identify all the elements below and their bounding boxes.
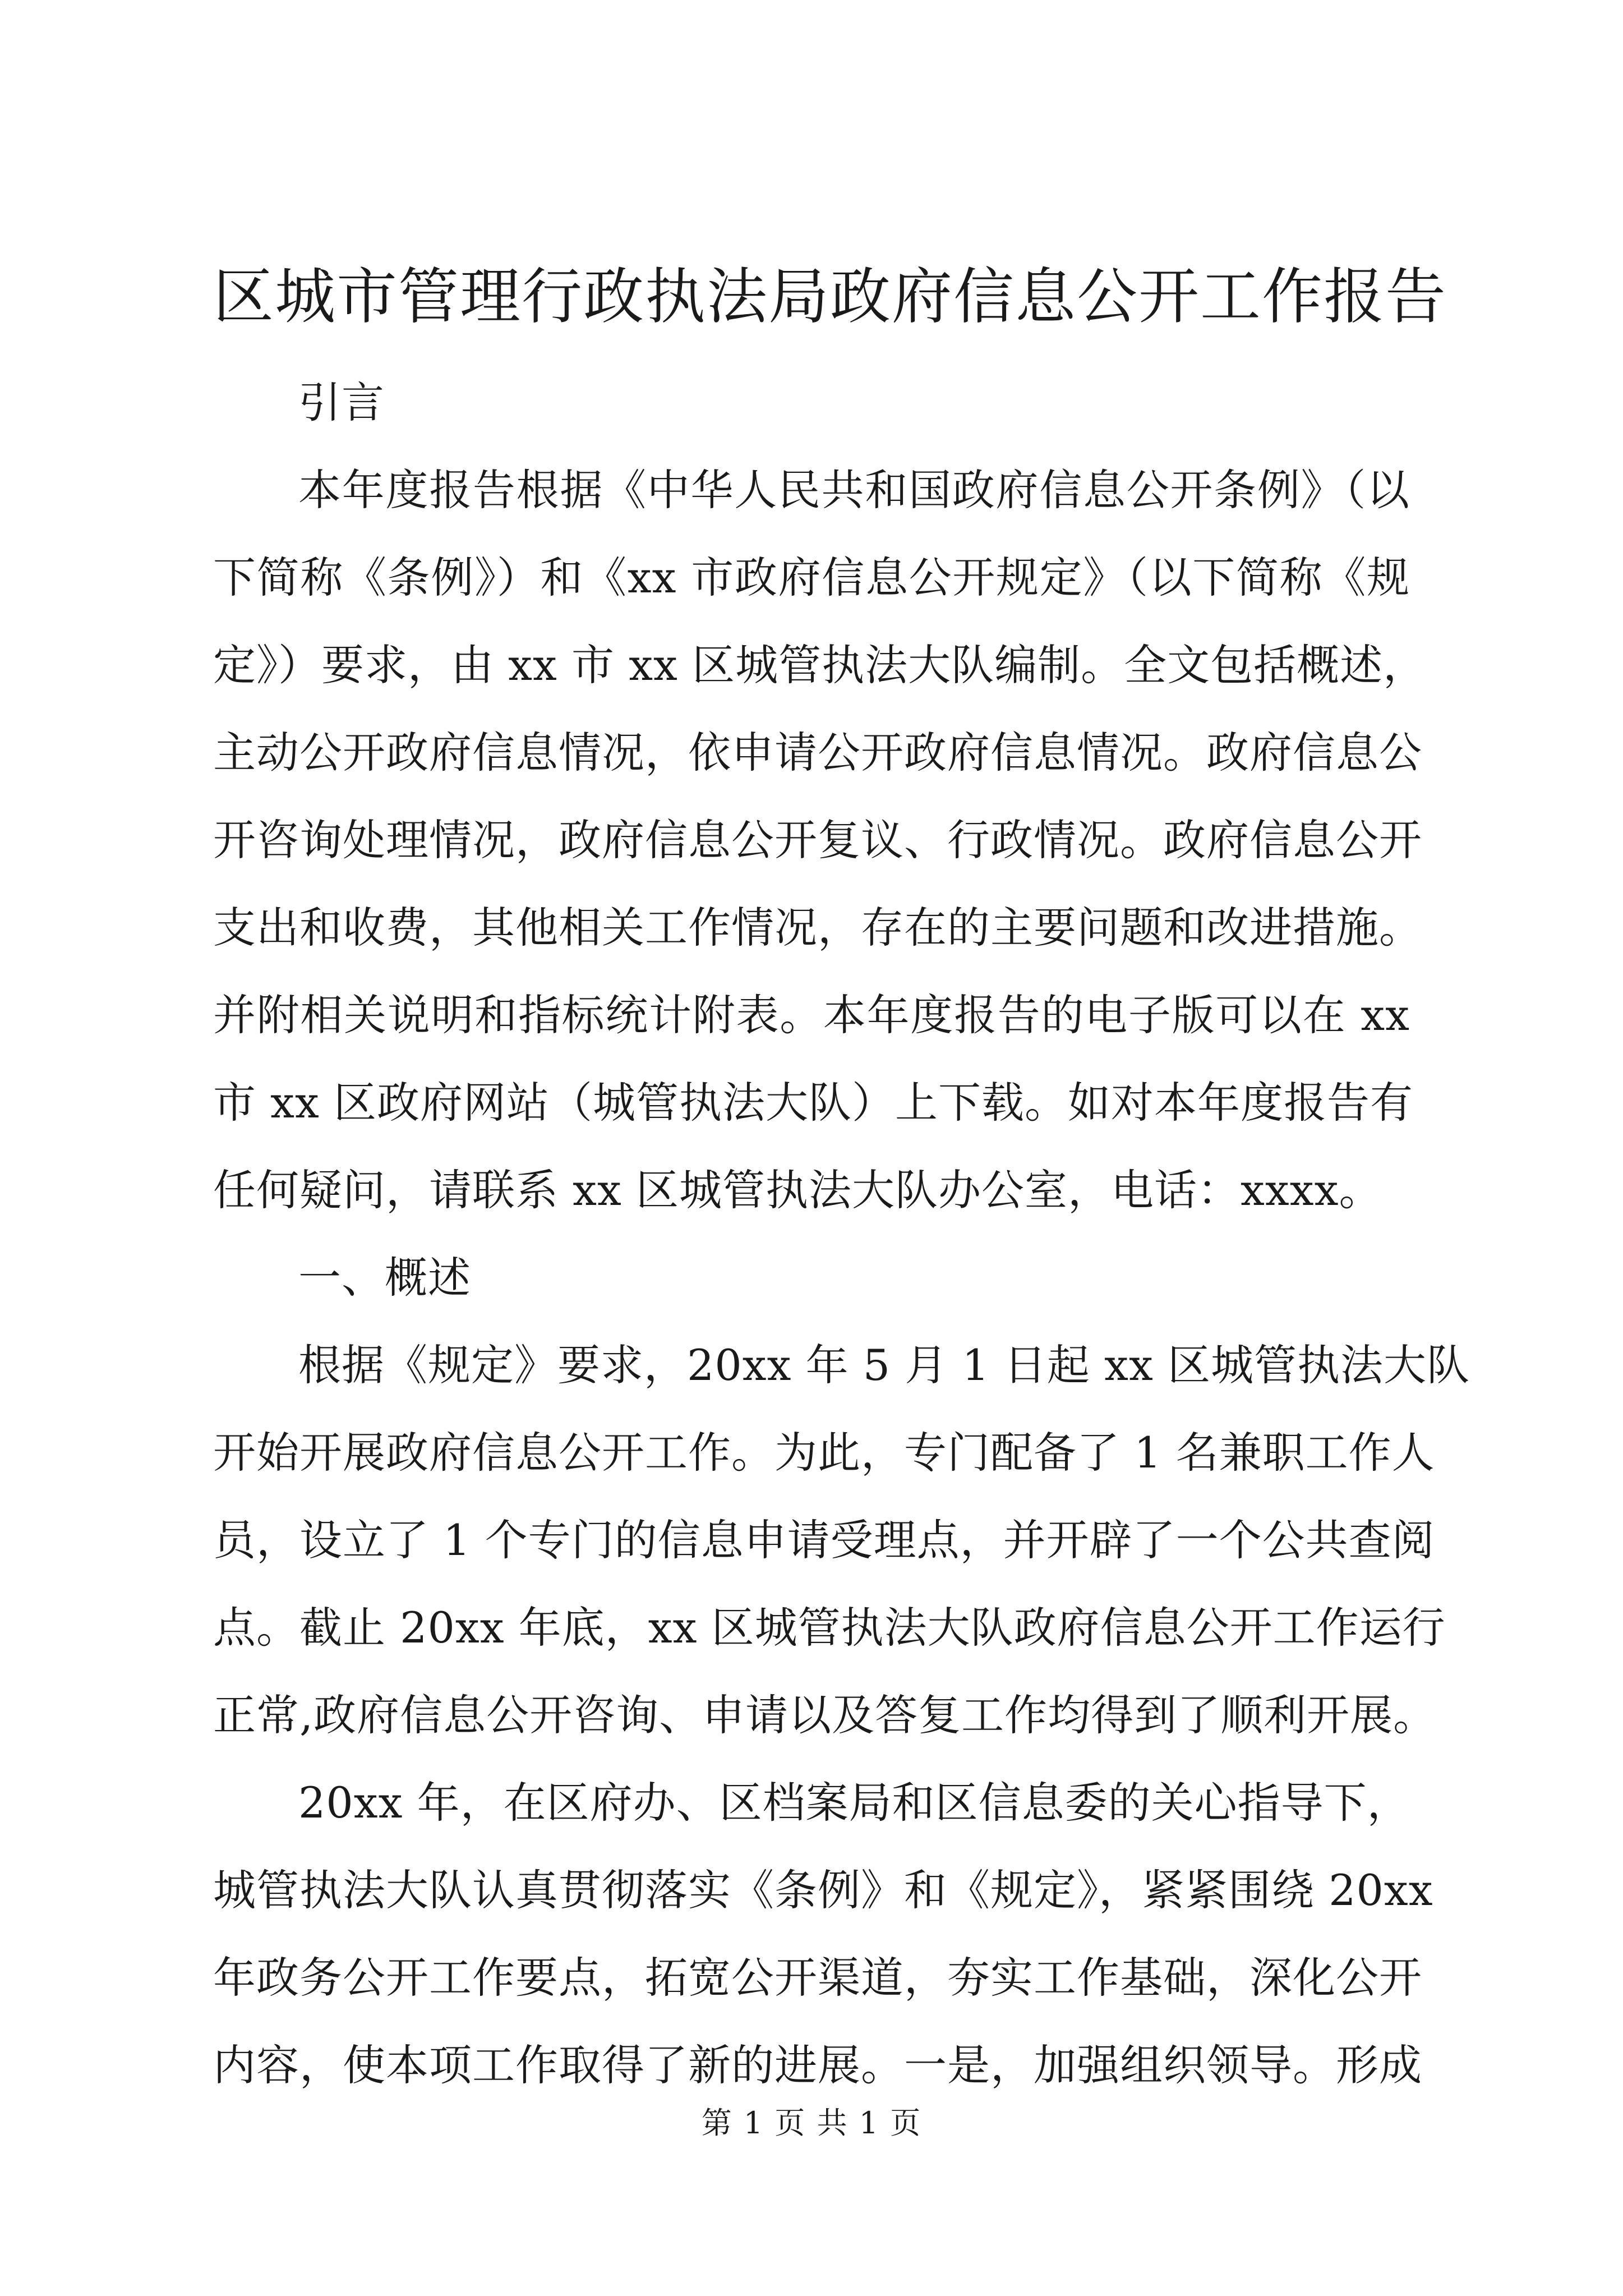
section-heading: 引言 <box>298 378 385 427</box>
document-title: 区城市管理行政执法局政府信息公开工作报告 <box>213 262 1447 332</box>
paragraph-line: 支出和收费，其他相关工作情况，存在的主要问题和改进措施。 <box>213 903 1422 953</box>
document-body <box>213 359 1470 2109</box>
section-heading: 一、概述 <box>298 1253 471 1303</box>
paragraph-line: 内容，使本项工作取得了新的进展。一是，加强组织领导。形成 <box>213 2040 1422 2090</box>
paragraph-line: 城管执法大队认真贯彻落实《条例》和《规定》，紧紧围绕 20xx <box>213 1865 1433 1915</box>
paragraph-line: 并附相关说明和指标统计附表。本年度报告的电子版可以在 xx <box>213 990 1410 1040</box>
paragraph-line: 主动公开政府信息情况，依申请公开政府信息情况。政府信息公 <box>213 728 1422 777</box>
paragraph-line: 20xx 年，在区府办、区档案局和区信息委的关心指导下， <box>298 1778 1410 1828</box>
paragraph-line: 本年度报告根据《中华人民共和国政府信息公开条例》（以 <box>298 465 1410 515</box>
paragraph-line: 正常,政府信息公开咨询、申请以及答复工作均得到了顺利开展。 <box>213 1690 1437 1740</box>
page-footer: 第 1 页 共 1 页 <box>701 2105 922 2141</box>
paragraph-line: 定》）要求，由 xx 市 xx 区城管执法大队编制。全文包括概述， <box>213 640 1427 690</box>
paragraph-line: 市 xx 区政府网站（城管执法大队）上下载。如对本年度报告有 <box>213 1078 1414 1128</box>
paragraph-line: 下简称《条例》）和《xx 市政府信息公开规定》（以下简称《规 <box>213 553 1410 602</box>
paragraph-line: 年政务公开工作要点，拓宽公开渠道，夯实工作基础，深化公开 <box>213 1953 1422 2003</box>
paragraph-line: 员，设立了 1 个专门的信息申请受理点，并开辟了一个公共查阅 <box>213 1515 1435 1565</box>
paragraph-line: 开咨询处理情况，政府信息公开复议、行政情况。政府信息公开 <box>213 815 1422 865</box>
paragraph-line: 任何疑问，请联系 xx 区城管执法大队办公室，电话：xxxx。 <box>213 1165 1382 1215</box>
paragraph-line: 根据《规定》要求，20xx 年 5 月 1 日起 xx 区城管执法大队 <box>298 1340 1470 1390</box>
paragraph-line: 开始开展政府信息公开工作。为此，专门配备了 1 名兼职工作人 <box>213 1428 1435 1478</box>
paragraph-line: 点。截止 20xx 年底，xx 区城管执法大队政府信息公开工作运行 <box>213 1603 1446 1653</box>
